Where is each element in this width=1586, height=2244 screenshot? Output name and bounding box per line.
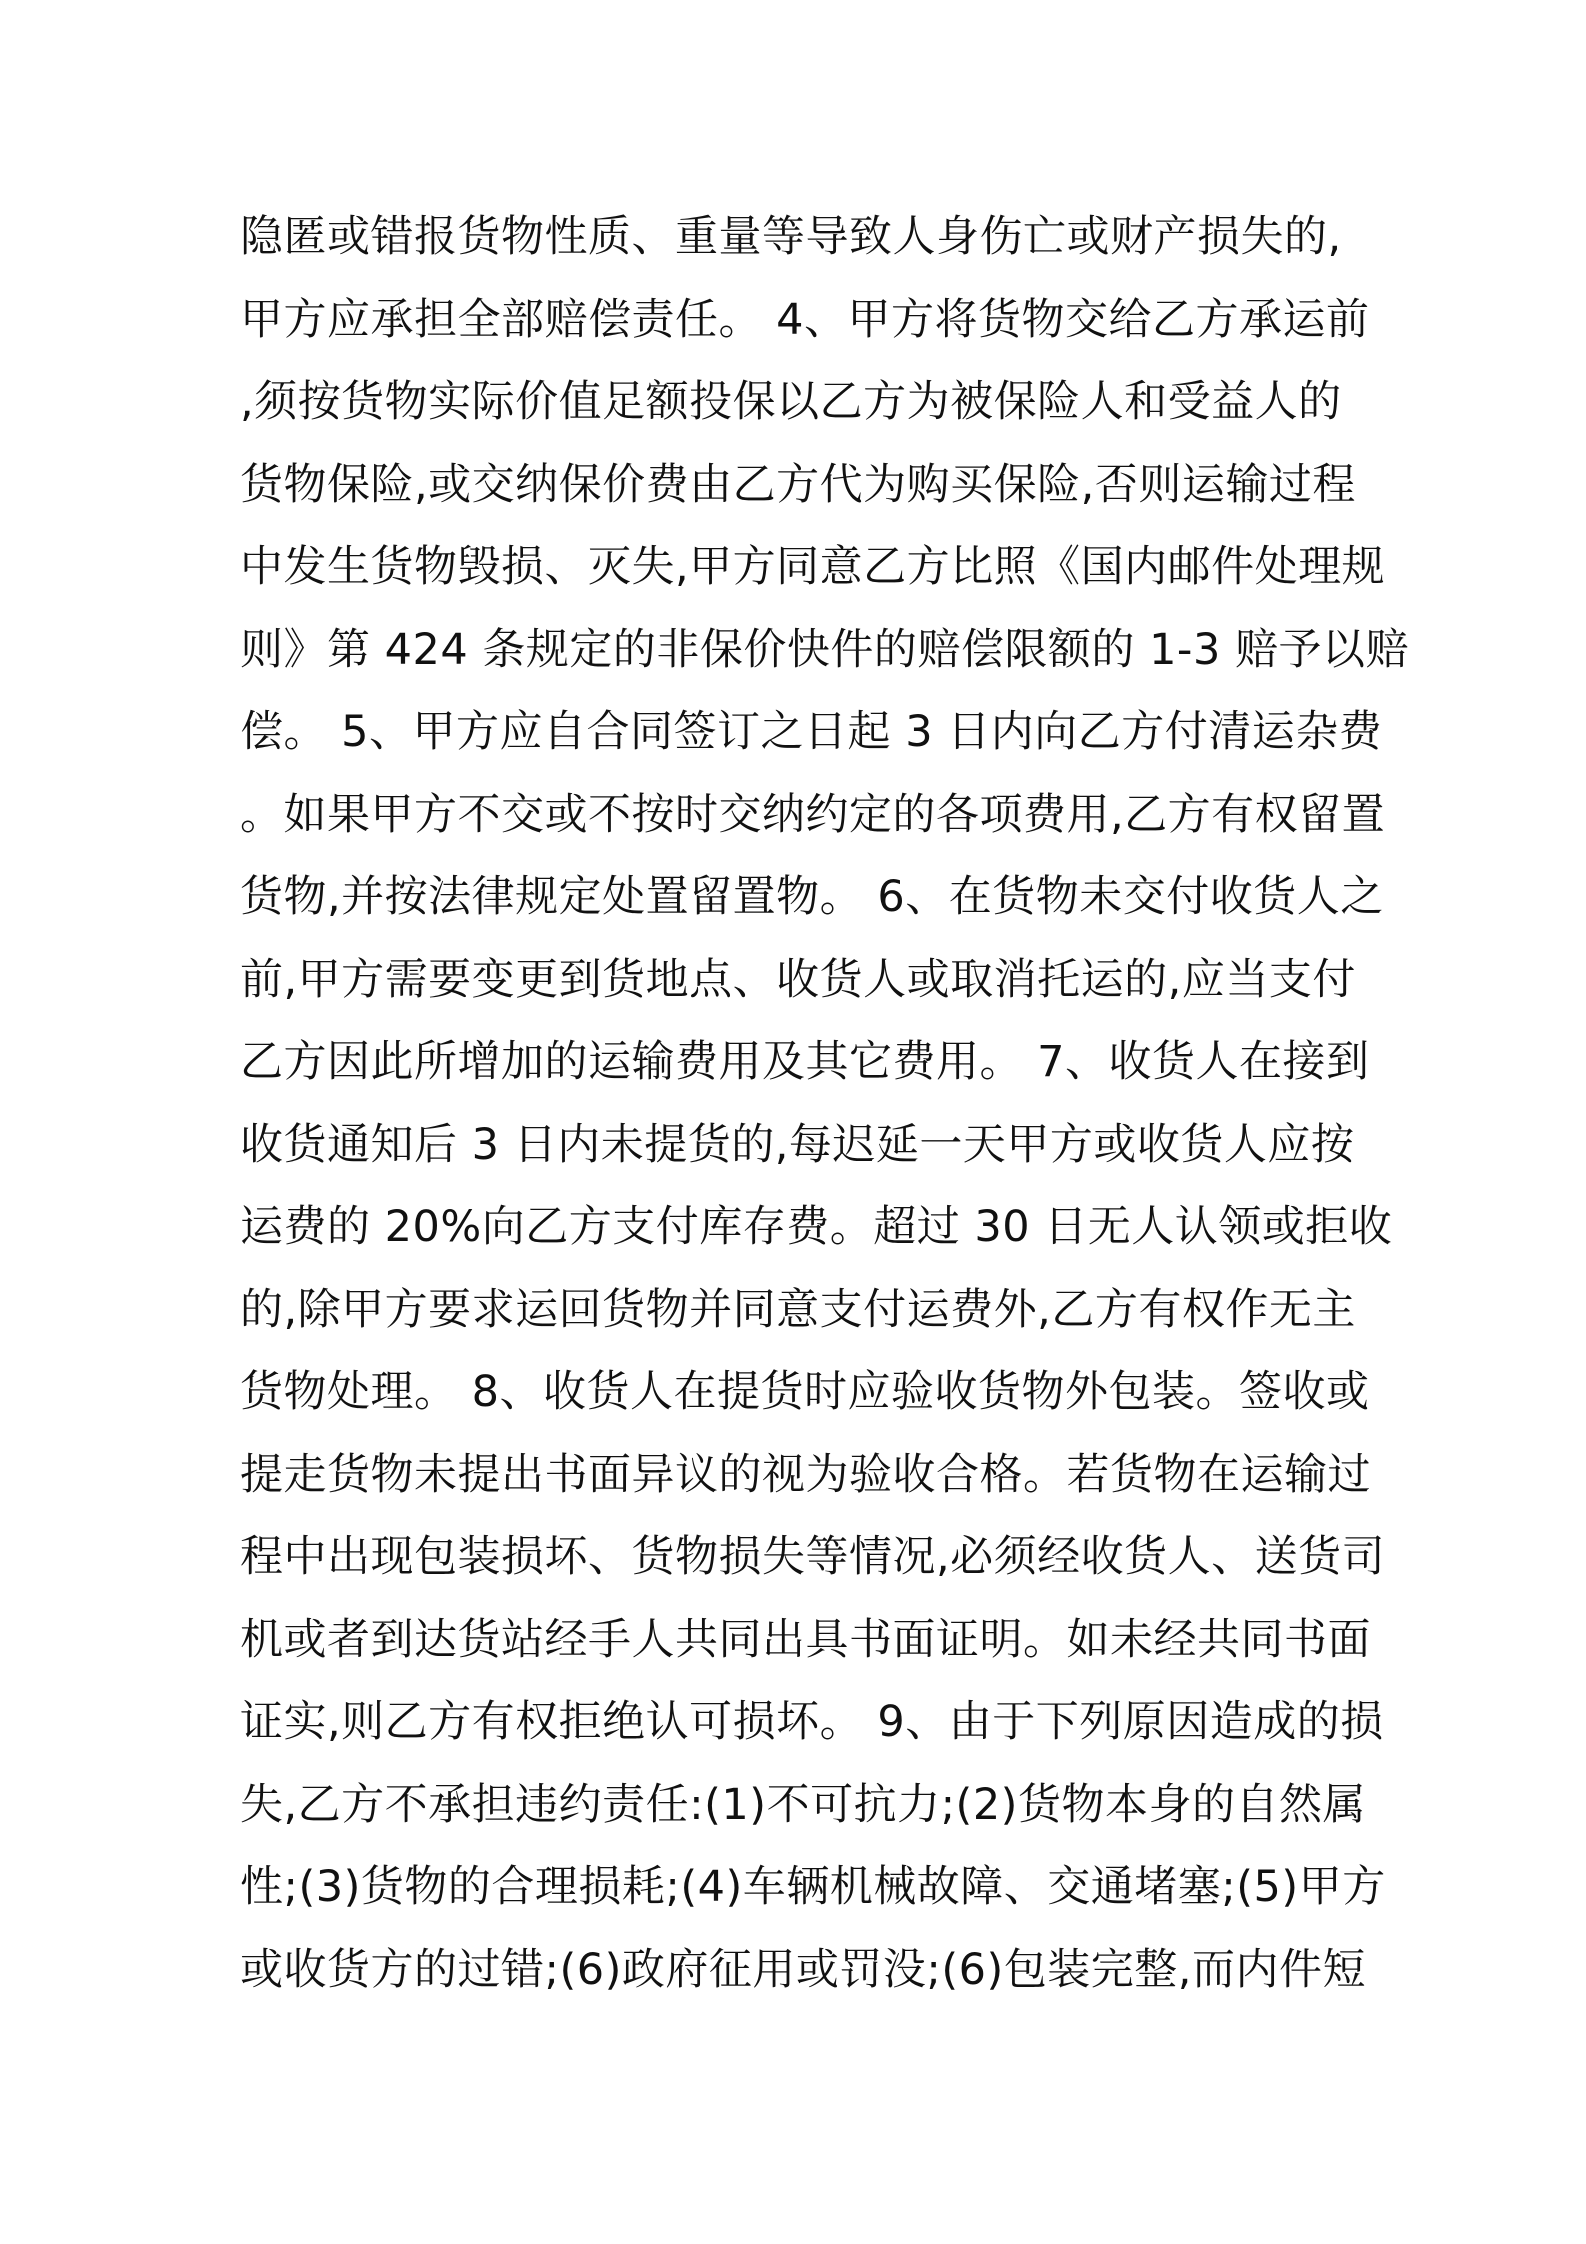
text-line: 则》第 424 条规定的非保价快件的赔偿限额的 1-3 赔予以赔: [240, 624, 1409, 675]
text-line: 性;(3)货物的合理损耗;(4)车辆机械故障、交通堵塞;(5)甲方: [240, 1862, 1386, 1912]
text-line: 机或者到达货站经手人共同出具书面证明。如未经共同书面: [240, 1614, 1371, 1665]
text-line: ,须按货物实际价值足额投保以乙方为被保险人和受益人的: [240, 377, 1342, 427]
text-line: 偿。 5、甲方应自合同签订之日起 3 日内向乙方付清运杂费: [240, 707, 1383, 757]
contract-text: [240, 196, 1409, 2011]
text-line: 运费的 20%向乙方支付库存费。超过 30 日无人认领或拒收: [240, 1202, 1393, 1252]
text-line: 或收货方的过错;(6)政府征用或罚没;(6)包装完整,而内件短: [240, 1944, 1366, 1995]
text-line: 证实,则乙方有权拒绝认可损坏。 9、由于下列原因造成的损: [240, 1697, 1384, 1747]
text-line: 的,除甲方要求运回货物并同意支付运费外,乙方有权作无主: [240, 1284, 1356, 1335]
text-line: 程中出现包装损坏、货物损失等情况,必须经收货人、送货司: [240, 1532, 1386, 1582]
text-line: 乙方因此所增加的运输费用及其它费用。 7、收货人在接到: [240, 1037, 1370, 1087]
text-line: 货物保险,或交纳保价费由乙方代为购买保险,否则运输过程: [240, 459, 1356, 510]
text-line: 货物,并按法律规定处置留置物。 6、在货物未交付收货人之: [240, 872, 1384, 922]
text-line: 。如果甲方不交或不按时交纳约定的各项费用,乙方有权留置: [240, 789, 1386, 840]
text-line: 货物处理。 8、收货人在提货时应验收货物外包装。签收或: [240, 1367, 1370, 1417]
text-line: 收货通知后 3 日内未提货的,每迟延一天甲方或收货人应按: [240, 1119, 1355, 1170]
text-line: 隐匿或错报货物性质、重量等导致人身伤亡或财产损失的,: [240, 212, 1342, 262]
text-line: 前,甲方需要变更到货地点、收货人或取消托运的,应当支付: [240, 954, 1356, 1005]
text-line: 失,乙方不承担违约责任:(1)不可抗力;(2)货物本身的自然属: [240, 1779, 1366, 1830]
text-line: 中发生货物毁损、灭失,甲方同意乙方比照《国内邮件处理规: [240, 542, 1386, 592]
text-line: 提走货物未提出书面异议的视为验收合格。若货物在运输过: [240, 1449, 1371, 1500]
text-line: 甲方应承担全部赔偿责任。 4、甲方将货物交给乙方承运前: [240, 294, 1370, 345]
